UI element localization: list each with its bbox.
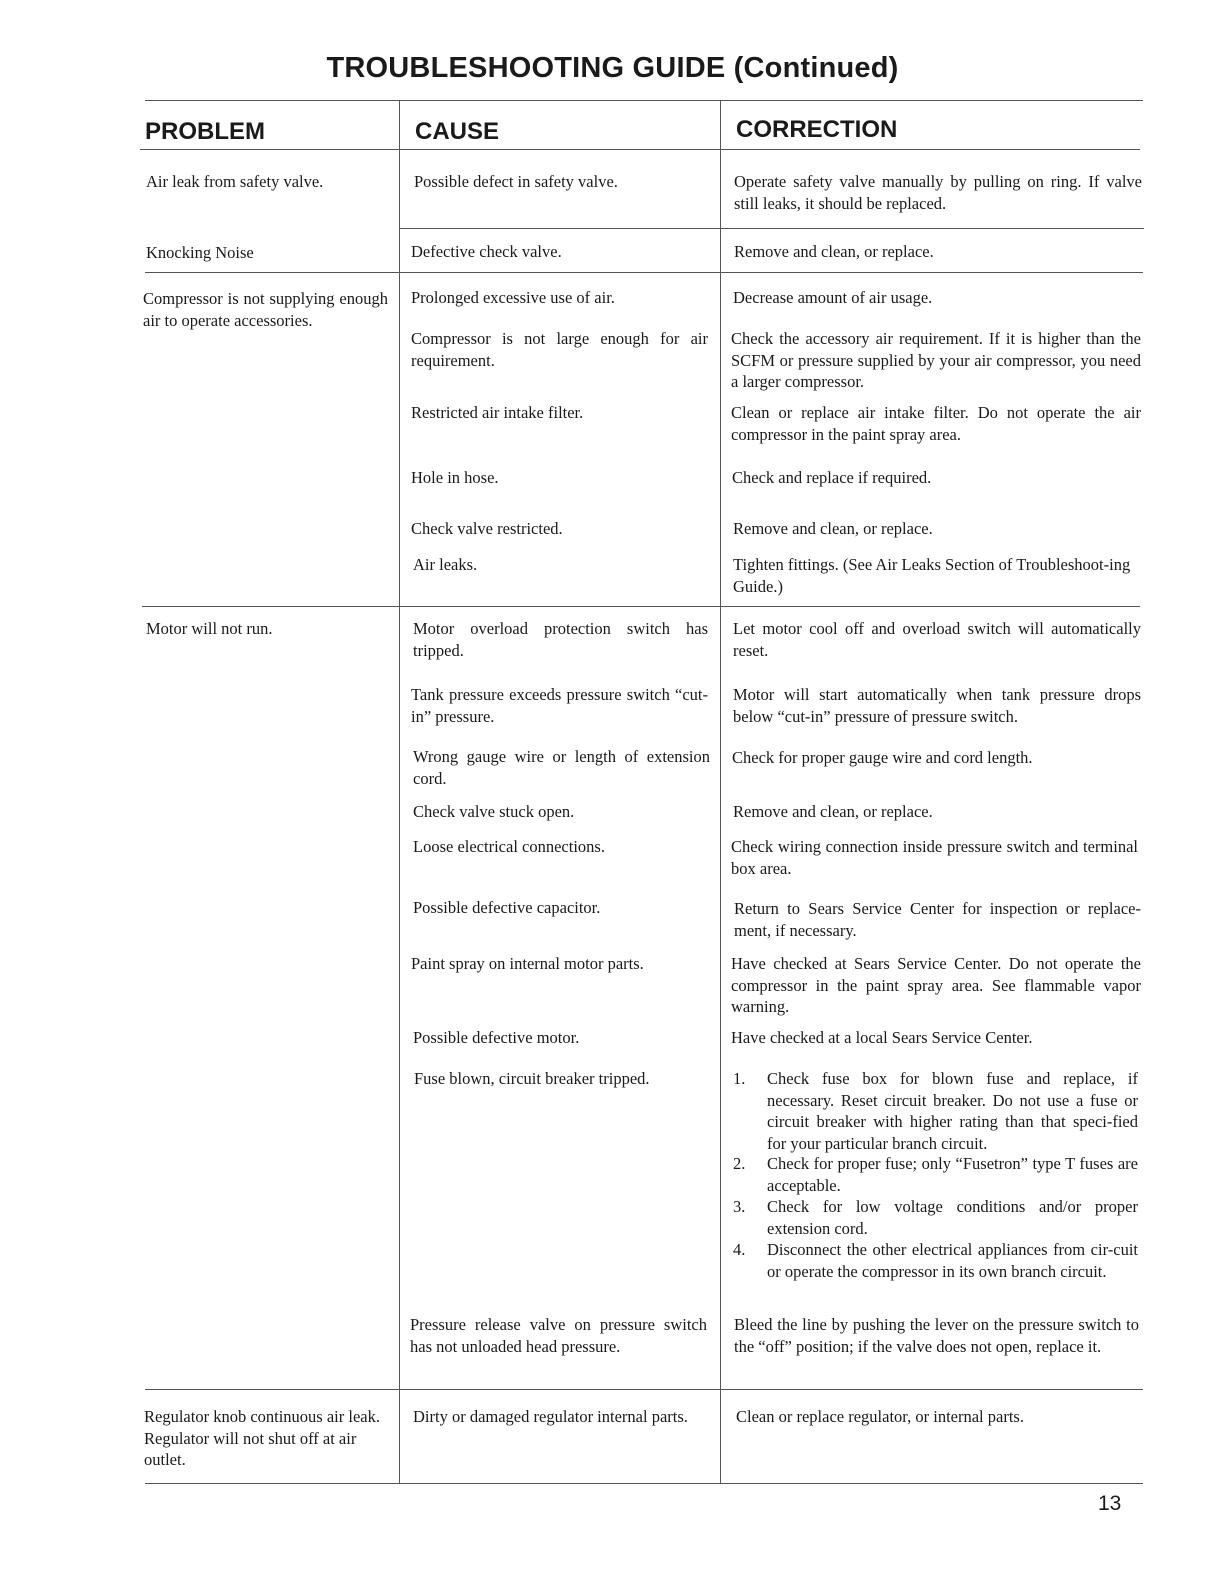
cause-cell: Possible defect in safety valve. [414,172,618,191]
correction-cell: Return to Sears Service Center for inspection or replace-ment, if necessary. [734,899,1141,940]
row-separator [142,606,1140,607]
cause-cell: Air leaks. [413,555,478,574]
row-separator [145,1389,1143,1390]
cause-cell: Compressor is not large enough for air requirement. [411,329,708,370]
correction-cell: Check wiring connection inside pressure switch and terminal box area. [731,837,1138,878]
cause-cell: Wrong gauge wire or length of extension cord. [413,747,710,788]
cause-cell: Pressure release valve on pressure switch has not unloaded head pressure. [410,1315,707,1356]
correction-cell: Have checked at Sears Service Center. Do not operate the compressor in the paint spray area. See flammable vapor warning. [731,954,1141,1016]
header-bottom-rule [140,149,1140,150]
problem-cell: Motor will not run. [146,619,273,638]
step-text: Disconnect the other electrical appliances from cir-cuit or operate the compressor in its own branch circuit. [767,1240,1138,1281]
step-number: 2. [733,1154,746,1173]
cause-cell: Possible defective capacitor. [413,898,601,917]
cause-cell: Check valve stuck open. [413,802,575,821]
correction-cell: Motor will start automatically when tank pressure drops below “cut-in” pressure of pressure switch. [733,685,1141,726]
correction-cell: Remove and clean, or replace. [734,242,934,261]
header-problem: PROBLEM [145,118,265,145]
correction-cell: Check and replace if required. [732,468,932,487]
cause-cell: Check valve restricted. [411,519,563,538]
cause-cell: Motor overload protection switch has tripped. [413,619,708,660]
step-text: Check fuse box for blown fuse and replace, if necessary. Reset circuit breaker. Do not use a fuse or circuit breaker with higher rating than that speci-fied for your particular branch circuit. [767,1069,1138,1153]
correction-cell: Tighten fittings. (See Air Leaks Section of Troubleshoot-ing Guide.) [733,555,1131,596]
cause-cell: Hole in hose. [411,468,499,487]
cause-cell: Possible defective motor. [413,1028,580,1047]
problem-cell: Regulator knob continuous air leak. Regulator will not shut off at air outlet. [144,1407,380,1469]
header-cause: CAUSE [415,118,500,145]
row-separator [399,228,1144,229]
correction-cell: Check the accessory air requirement. If it is higher than the SCFM or pressure supplied by your air compressor, you need a larger compressor. [731,329,1141,391]
row-separator [145,272,1143,273]
correction-cell: Have checked at a local Sears Service Center. [731,1028,1033,1047]
problem-cell: Knocking Noise [146,243,254,262]
correction-cell: Clean or replace regulator, or internal parts. [736,1407,1024,1426]
cause-cell: Prolonged excessive use of air. [411,288,615,307]
correction-cell: Remove and clean, or replace. [733,519,933,538]
correction-cell: Check for proper gauge wire and cord length. [732,748,1033,767]
step-number: 1. [733,1069,746,1088]
column-divider-2 [720,100,721,1484]
correction-cell: Let motor cool off and overload switch will automatically reset. [733,619,1141,660]
page-title: TROUBLESHOOTING GUIDE (Continued) [326,52,899,84]
cause-cell: Paint spray on internal motor parts. [411,954,644,973]
page-number: 13 [1098,1492,1122,1515]
correction-cell: Operate safety valve manually by pulling on ring. If valve still leaks, it should be replaced. [734,172,1142,213]
cause-cell: Dirty or damaged regulator internal parts. [413,1407,688,1426]
correction-cell: Bleed the line by pushing the lever on the pressure switch to the “off” position; if the valve does not open, replace it. [734,1315,1139,1356]
correction-cell: Decrease amount of air usage. [733,288,933,307]
cause-cell: Defective check valve. [411,242,562,261]
cause-cell: Restricted air intake filter. [411,403,584,422]
correction-cell: Remove and clean, or replace. [733,802,933,821]
header-top-rule [145,100,1143,101]
column-divider-1 [399,100,400,1484]
step-number: 3. [733,1197,746,1216]
cause-cell: Fuse blown, circuit breaker tripped. [414,1069,650,1088]
step-text: Check for low voltage conditions and/or proper extension cord. [767,1197,1138,1238]
problem-cell: Compressor is not supplying enough air to operate accessories. [143,289,388,330]
cause-cell: Tank pressure exceeds pressure switch “cut-in” pressure. [411,685,708,726]
problem-cell: Air leak from safety valve. [146,172,324,191]
cause-cell: Loose electrical connections. [413,837,605,856]
step-number: 4. [733,1240,746,1259]
table-bottom-rule [145,1483,1143,1484]
correction-cell: Clean or replace air intake filter. Do not operate the air compressor in the paint spray area. [731,403,1141,444]
step-text: Check for proper fuse; only “Fusetron” type T fuses are acceptable. [767,1154,1138,1195]
header-correction: CORRECTION [736,116,898,143]
